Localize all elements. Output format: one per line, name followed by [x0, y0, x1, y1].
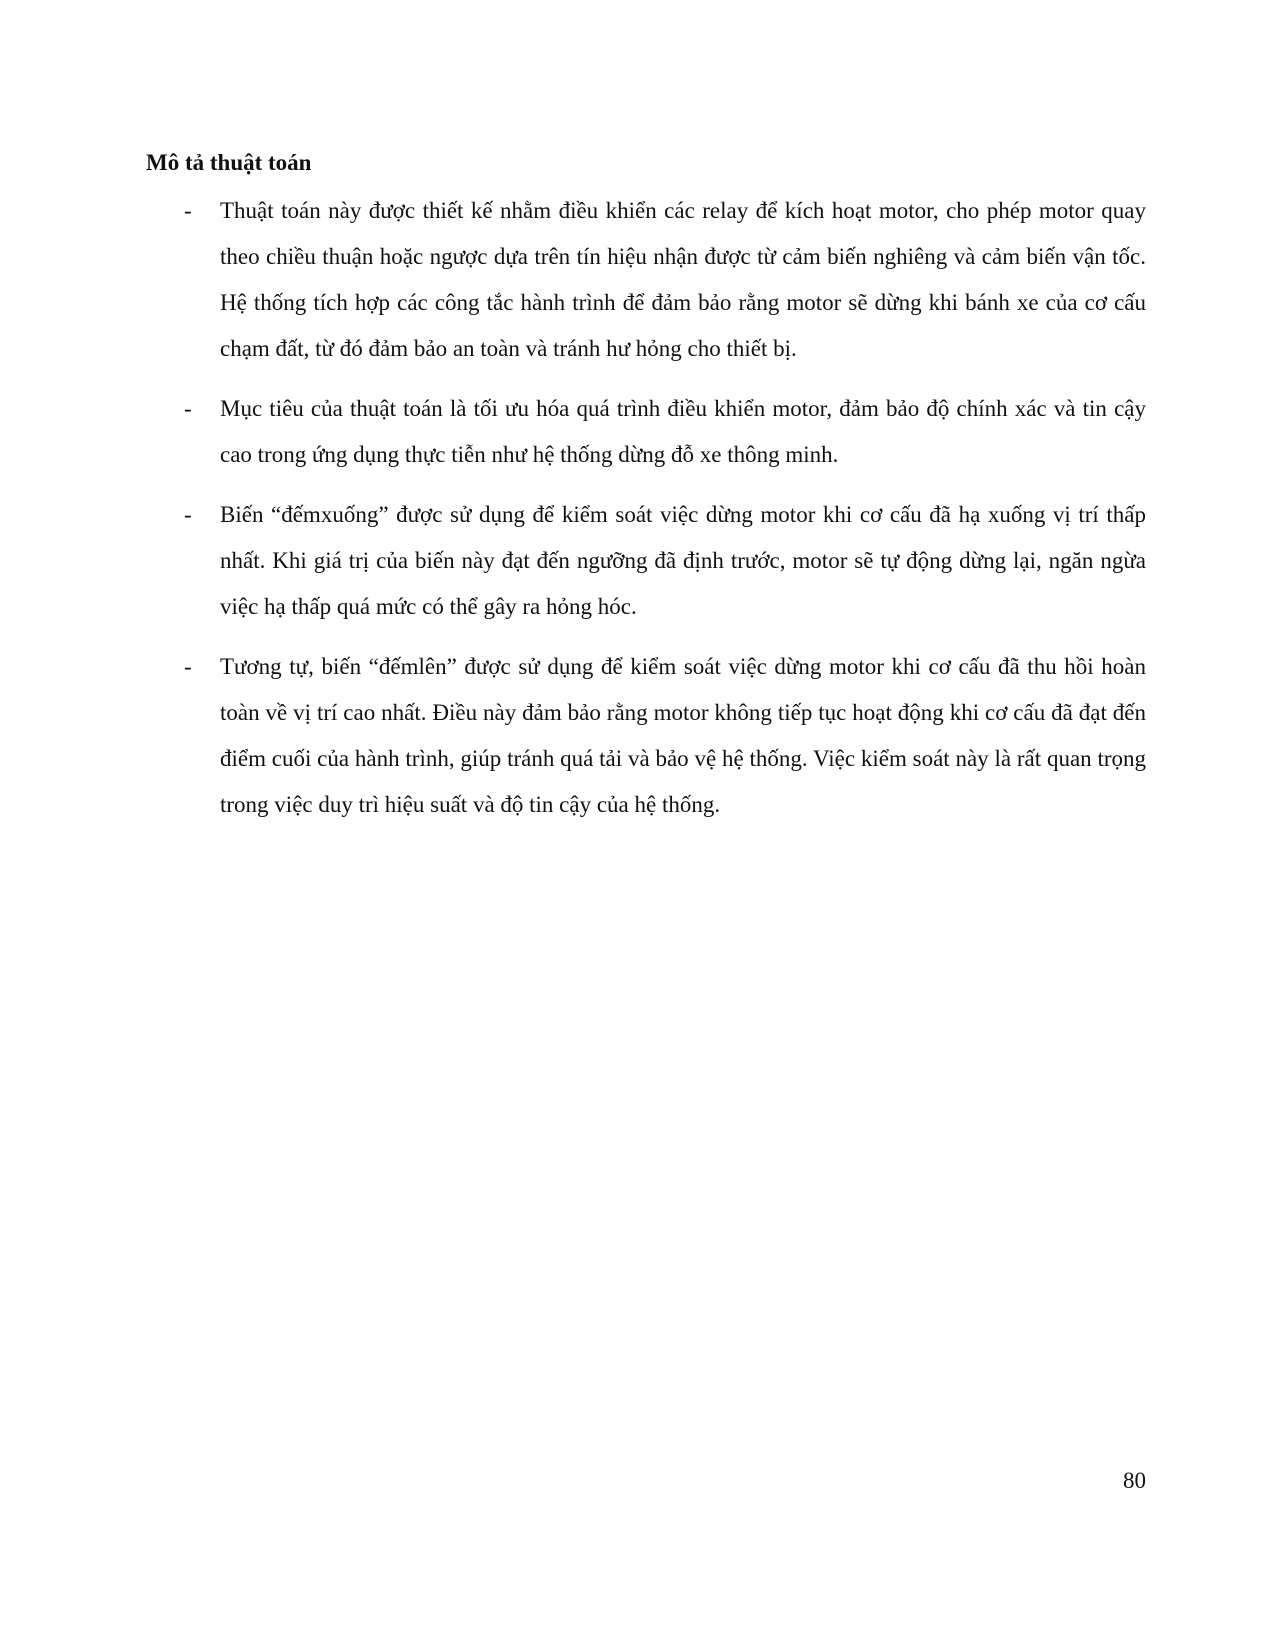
list-item: [146, 188, 1146, 372]
list-item-text: Thuật toán này được thiết kế nhằm điều khiển các relay để kích hoạt motor, cho phép motor quay theo chiều thuận hoặc ngược dựa trên tín hiệu nhận được từ cảm biến nghiêng và cảm biến vận tốc. Hệ thống tích hợp các công tắc hành trình để đảm bảo rằng motor sẽ dừng khi bánh xe của cơ cấu chạm đất, từ đó đảm bảo an toàn và tránh hư hỏng cho thiết bị.: [220, 198, 1146, 361]
list-item-text: Tương tự, biến “đếmlên” được sử dụng để kiểm soát việc dừng motor khi cơ cấu đã thu hồi hoàn toàn về vị trí cao nhất. Điều này đảm bảo rằng motor không tiếp tục hoạt động khi cơ cấu đã đạt đến điểm cuối của hành trình, giúp tránh quá tải và bảo vệ hệ thống. Việc kiểm soát này là rất quan trọng trong việc duy trì hiệu suất và độ tin cậy của hệ thống.: [220, 654, 1146, 817]
list-item: [146, 386, 1146, 478]
bullet-dash: -: [184, 654, 192, 679]
list-item: [146, 492, 1146, 630]
list-item: [146, 644, 1146, 828]
page-number: 80: [1123, 1468, 1146, 1493]
bullet-dash: -: [184, 198, 192, 223]
list-item-text: Mục tiêu của thuật toán là tối ưu hóa quá trình điều khiển motor, đảm bảo độ chính xác và tin cậy cao trong ứng dụng thực tiễn như hệ thống dừng đỗ xe thông minh.: [220, 396, 1146, 467]
bullet-list: [146, 188, 1146, 842]
section-heading: Mô tả thuật toán: [146, 150, 312, 175]
bullet-dash: -: [184, 396, 192, 421]
list-item-text: Biến “đếmxuống” được sử dụng để kiểm soát việc dừng motor khi cơ cấu đã hạ xuống vị trí thấp nhất. Khi giá trị của biến này đạt đến ngưỡng đã định trước, motor sẽ tự động dừng lại, ngăn ngừa việc hạ thấp quá mức có thể gây ra hỏng hóc.: [220, 502, 1146, 619]
bullet-dash: -: [184, 502, 192, 527]
